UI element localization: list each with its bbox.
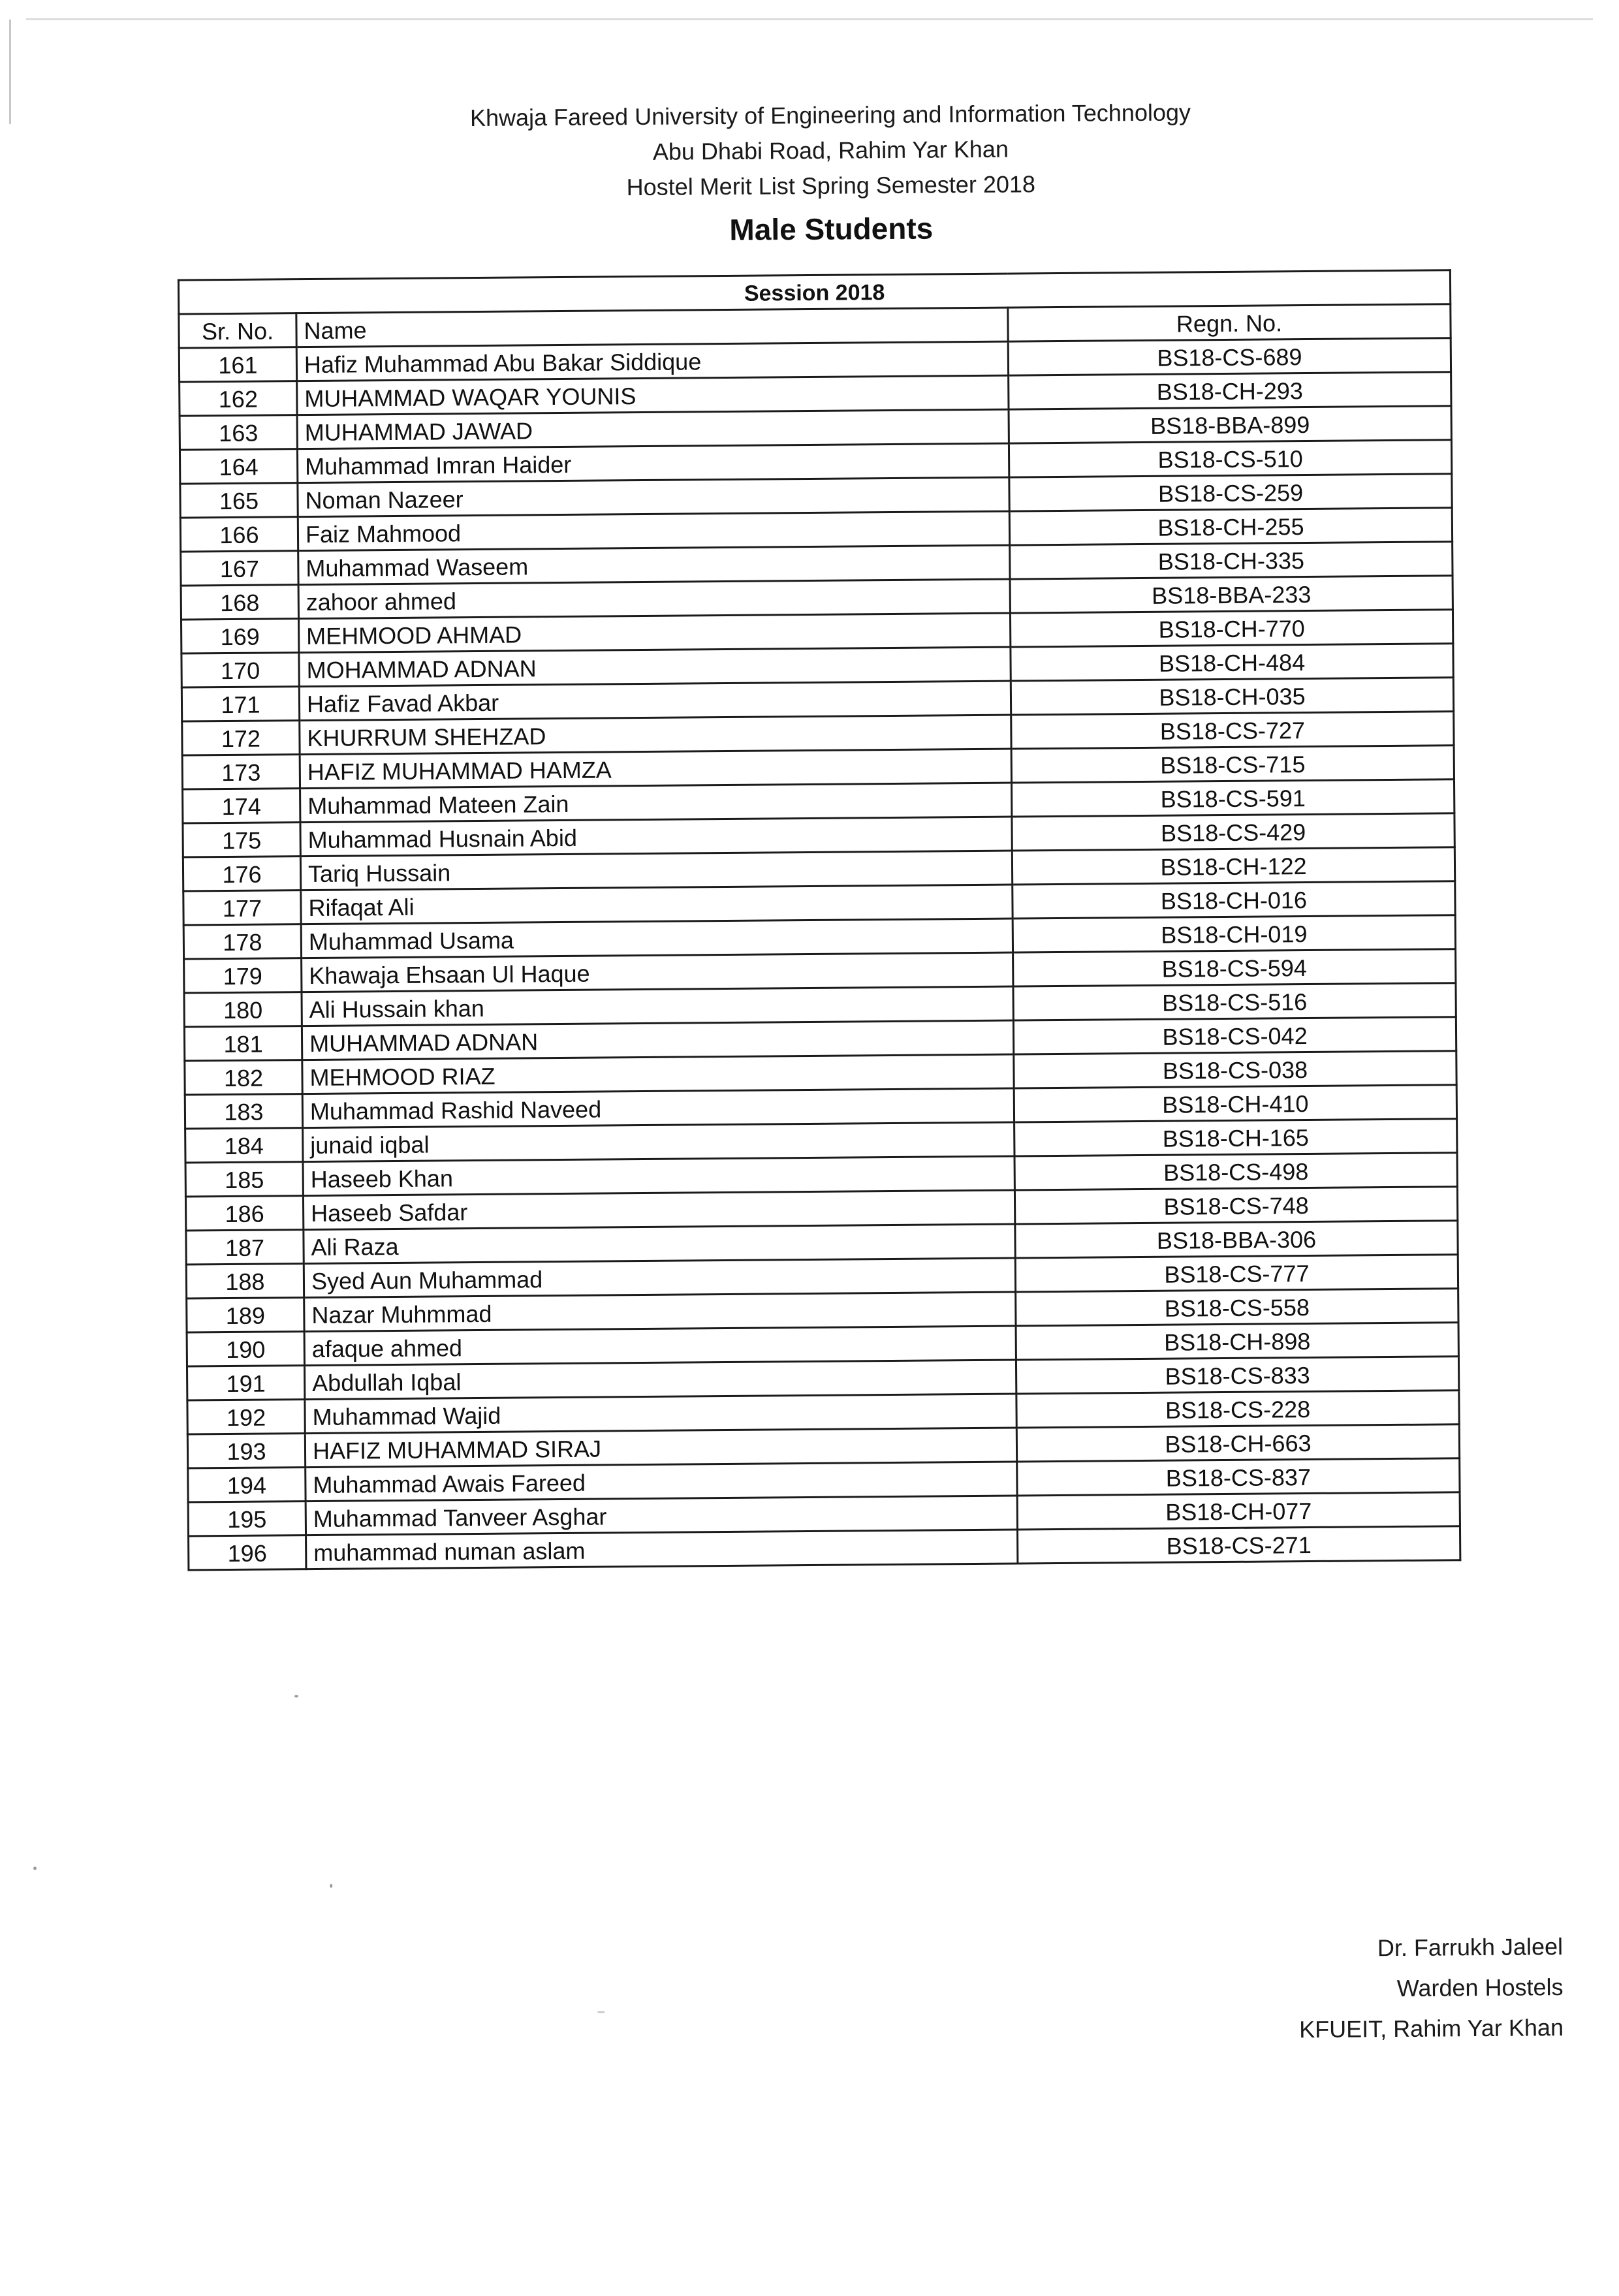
row-sr-no: 185: [185, 1162, 303, 1197]
row-regn-no: BS18-CH-165: [1014, 1119, 1457, 1156]
row-name: Muhammad Husnain Abid: [300, 817, 1012, 857]
row-name: Haseeb Khan: [303, 1156, 1014, 1196]
row-sr-no: 176: [183, 857, 300, 891]
row-regn-no: BS18-CH-770: [1010, 610, 1453, 647]
row-regn-no: BS18-CS-558: [1016, 1289, 1458, 1326]
row-name: HAFIZ MUHAMMAD SIRAJ: [305, 1428, 1016, 1468]
row-sr-no: 179: [184, 958, 302, 993]
row-sr-no: 161: [179, 347, 296, 382]
row-sr-no: 173: [182, 755, 300, 789]
row-sr-no: 187: [186, 1230, 304, 1265]
row-name: Noman Nazeer: [298, 477, 1009, 517]
row-sr-no: 170: [181, 653, 299, 687]
row-name: Muhammad Waseem: [298, 545, 1010, 585]
row-sr-no: 196: [189, 1535, 306, 1570]
row-regn-no: BS18-CS-510: [1009, 440, 1451, 477]
row-regn-no: BS18-CS-498: [1014, 1153, 1457, 1190]
row-name: Syed Aun Muhammad: [304, 1258, 1015, 1298]
row-regn-no: BS18-CH-035: [1011, 678, 1453, 715]
signatory-institution: KFUEIT, Rahim Yar Khan: [1299, 2013, 1564, 2043]
row-regn-no: BS18-CS-259: [1009, 474, 1452, 511]
row-regn-no: BS18-CH-016: [1013, 881, 1455, 919]
row-name: Muhammad Wajid: [305, 1394, 1016, 1434]
university-name: Khwaja Fareed University of Engineering and Information Technology: [469, 99, 1191, 132]
row-sr-no: 186: [185, 1196, 303, 1231]
scan-speck: [330, 1884, 332, 1888]
row-sr-no: 191: [187, 1366, 304, 1400]
row-name: Ali Hussain khan: [302, 986, 1013, 1026]
row-sr-no: 180: [184, 992, 302, 1027]
row-name: Muhammad Imran Haider: [297, 443, 1009, 483]
list-subtitle: Male Students: [729, 211, 934, 247]
row-sr-no: 195: [188, 1502, 306, 1536]
row-sr-no: 165: [180, 483, 298, 518]
row-regn-no: BS18-CH-019: [1013, 915, 1455, 952]
row-name: Muhammad Awais Fareed: [306, 1462, 1017, 1502]
list-title: Hostel Merit List Spring Semester 2018: [626, 170, 1036, 201]
scan-speck: [294, 1695, 298, 1697]
row-sr-no: 175: [183, 823, 300, 857]
university-address: Abu Dhabi Road, Rahim Yar Khan: [652, 135, 1009, 165]
column-header-sr-no: Sr. No.: [179, 313, 296, 348]
row-sr-no: 168: [181, 585, 298, 620]
column-header-regn-no: Regn. No.: [1008, 304, 1451, 341]
row-sr-no: 164: [180, 449, 297, 484]
row-name: MEHMOOD AHMAD: [298, 613, 1010, 653]
row-name: Muhammad Tanveer Asghar: [306, 1496, 1017, 1535]
row-name: Muhammad Mateen Zain: [300, 783, 1012, 823]
row-name: Hafiz Favad Akbar: [299, 681, 1011, 721]
row-sr-no: 182: [185, 1060, 302, 1095]
row-sr-no: 192: [187, 1400, 305, 1434]
row-name: HAFIZ MUHAMMAD HAMZA: [300, 749, 1011, 789]
row-name: Hafiz Muhammad Abu Bakar Siddique: [296, 341, 1008, 381]
signatory-name: Dr. Farrukh Jaleel: [1377, 1932, 1564, 1962]
row-regn-no: BS18-CH-898: [1016, 1323, 1458, 1360]
row-sr-no: 172: [182, 721, 300, 755]
row-regn-no: BS18-CS-042: [1013, 1017, 1456, 1054]
row-name: Muhammad Usama: [301, 919, 1013, 958]
row-name: MUHAMMAD JAWAD: [297, 409, 1009, 449]
row-name: MUHAMMAD ADNAN: [302, 1020, 1013, 1060]
row-name: junaid iqbal: [303, 1122, 1014, 1162]
row-regn-no: BS18-BBA-233: [1010, 576, 1453, 613]
row-regn-no: BS18-CH-293: [1009, 372, 1451, 409]
column-header-name: Name: [296, 307, 1008, 347]
row-name: afaque ahmed: [304, 1326, 1016, 1366]
row-name: Faiz Mahmood: [298, 511, 1009, 551]
row-regn-no: BS18-CS-777: [1015, 1255, 1458, 1292]
session-heading: Session 2018: [178, 270, 1450, 314]
row-name: Nazar Muhmmad: [304, 1292, 1016, 1332]
row-sr-no: 193: [187, 1434, 305, 1468]
row-regn-no: BS18-CH-410: [1014, 1085, 1456, 1122]
row-sr-no: 181: [184, 1026, 302, 1061]
scan-speck: [33, 1866, 37, 1870]
row-regn-no: BS18-CS-727: [1011, 712, 1454, 749]
merit-list-body: [179, 338, 1460, 1570]
row-sr-no: 167: [181, 551, 298, 586]
row-name: MUHAMMAD WAQAR YOUNIS: [297, 375, 1009, 415]
row-sr-no: 189: [187, 1298, 304, 1332]
row-regn-no: BS18-BBA-306: [1015, 1221, 1458, 1258]
row-name: MEHMOOD RIAZ: [302, 1054, 1014, 1094]
row-sr-no: 188: [186, 1264, 304, 1298]
row-name: zahoor ahmed: [298, 579, 1010, 619]
row-name: Haseeb Safdar: [303, 1190, 1014, 1230]
row-regn-no: BS18-CH-335: [1010, 542, 1453, 579]
row-regn-no: BS18-CS-748: [1014, 1187, 1457, 1224]
row-sr-no: 184: [185, 1128, 303, 1163]
row-name: Khawaja Ehsaan Ul Haque: [302, 952, 1013, 992]
row-sr-no: 190: [187, 1332, 304, 1366]
row-regn-no: BS18-CS-837: [1017, 1458, 1460, 1496]
row-name: Tariq Hussain: [300, 851, 1012, 890]
row-regn-no: BS18-CS-228: [1016, 1391, 1459, 1428]
row-regn-no: BS18-CS-833: [1016, 1357, 1458, 1394]
document-header: [0, 91, 1619, 259]
row-sr-no: 169: [181, 619, 298, 653]
row-sr-no: 166: [180, 517, 298, 552]
row-regn-no: BS18-CH-663: [1016, 1424, 1459, 1462]
row-name: Rifaqat Ali: [301, 885, 1013, 924]
row-regn-no: BS18-CH-255: [1009, 508, 1452, 545]
row-regn-no: BS18-CS-591: [1012, 779, 1454, 817]
row-name: Abdullah Iqbal: [304, 1360, 1016, 1400]
row-sr-no: 194: [188, 1468, 306, 1502]
row-name: Ali Raza: [304, 1224, 1015, 1264]
row-regn-no: BS18-CS-038: [1014, 1051, 1456, 1088]
row-regn-no: BS18-CS-689: [1008, 338, 1451, 375]
signature-block: [1119, 1926, 1564, 2051]
row-sr-no: 163: [180, 415, 297, 450]
row-sr-no: 178: [183, 924, 301, 959]
row-name: MOHAMMAD ADNAN: [299, 647, 1011, 687]
row-regn-no: BS18-CH-122: [1012, 847, 1454, 885]
row-regn-no: BS18-CS-594: [1013, 949, 1456, 986]
row-regn-no: BS18-CS-715: [1011, 746, 1454, 783]
merit-list-table: [178, 269, 1462, 1571]
row-sr-no: 171: [181, 687, 299, 721]
row-regn-no: BS18-CS-516: [1013, 983, 1456, 1020]
signatory-designation: Warden Hostels: [1396, 1973, 1564, 2002]
row-sr-no: 174: [183, 789, 300, 823]
row-name: Muhammad Rashid Naveed: [302, 1088, 1014, 1128]
row-name: KHURRUM SHEHZAD: [300, 715, 1011, 755]
row-sr-no: 177: [183, 890, 301, 925]
row-regn-no: BS18-CH-484: [1011, 644, 1453, 681]
row-sr-no: 162: [180, 381, 297, 416]
row-regn-no: BS18-BBA-899: [1009, 406, 1451, 443]
scan-speck: [597, 2011, 605, 2013]
row-regn-no: BS18-CS-271: [1017, 1526, 1460, 1564]
row-sr-no: 183: [185, 1094, 302, 1129]
row-name: muhammad numan aslam: [306, 1530, 1018, 1569]
row-regn-no: BS18-CS-429: [1012, 813, 1454, 851]
row-regn-no: BS18-CH-077: [1017, 1492, 1460, 1530]
